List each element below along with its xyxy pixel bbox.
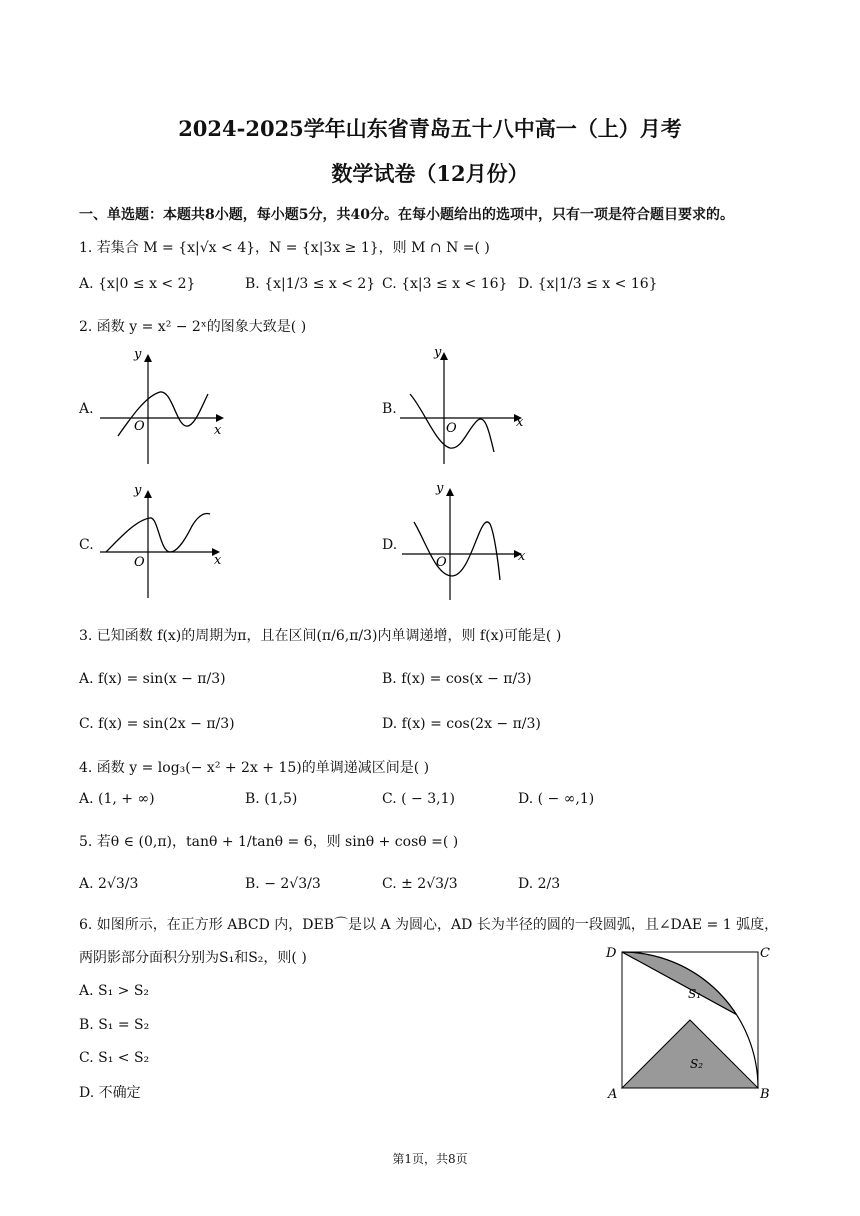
label-b: B: [760, 1087, 770, 1102]
question-2-stem: 2. 函数 y = x² − 2ˣ的图象大致是( ): [79, 319, 307, 335]
title-line-1: 2024-2025学年山东省青岛五十八中高一（上）月考: [178, 116, 682, 141]
question-3-option-b: B. f(x) = cos(x − π/3): [382, 671, 532, 687]
square-figure: [600, 940, 790, 1105]
label-c: C: [760, 946, 770, 961]
graph-a-y-label: y: [134, 347, 142, 362]
label-s1: S₁: [688, 987, 702, 1001]
question-6-option-c: C. S₁ < S₂: [79, 1050, 150, 1066]
graph-d: [396, 480, 536, 605]
graph-b-y-label: y: [434, 345, 442, 360]
question-4-option-a: A. (1, + ∞): [79, 791, 155, 807]
question-2-option-a: A.: [79, 401, 94, 417]
question-3-option-a: A. f(x) = sin(x − π/3): [79, 671, 226, 687]
graph-a-origin-label: O: [134, 419, 145, 434]
title-line-2: 数学试卷（12月份）: [331, 161, 529, 186]
graph-c-origin-label: O: [134, 555, 145, 570]
graph-d-origin-label: O: [436, 555, 447, 570]
page-footer: 第1页，共8页: [392, 1152, 468, 1166]
question-1-option-b: B. {x|1/3 ≤ x < 2}: [245, 276, 376, 292]
graph-a-x-label: x: [214, 423, 222, 438]
question-4-option-b: B. (1,5): [245, 791, 298, 807]
graph-b-origin-label: O: [446, 421, 457, 436]
question-5-option-a: A. 2√3/3: [79, 876, 139, 892]
section-heading: 一、单选题：本题共8小题，每小题5分，共40分。在每小题给出的选项中，只有一项是符合题目要求的。: [79, 207, 734, 223]
question-5-option-c: C. ± 2√3/3: [382, 876, 458, 892]
label-s2: S₂: [690, 1057, 704, 1071]
question-5-option-b: B. − 2√3/3: [245, 876, 321, 892]
question-6-option-d: D. 不确定: [79, 1085, 141, 1101]
graph-c-y-label: y: [134, 483, 142, 498]
question-3-option-d: D. f(x) = cos(2x − π/3): [382, 716, 541, 732]
question-2-option-d: D.: [382, 537, 398, 553]
label-d: D: [606, 946, 617, 961]
shaded-region-s2: [622, 1020, 758, 1088]
question-6-option-b: B. S₁ = S₂: [79, 1017, 150, 1033]
question-1-option-a: A. {x|0 ≤ x < 2}: [79, 276, 196, 292]
graph-b-x-label: x: [516, 415, 524, 430]
graph-d-x-label: x: [518, 549, 526, 564]
question-1-option-d: D. {x|1/3 ≤ x < 16}: [518, 276, 658, 292]
question-3-stem: 3. 已知函数 f(x)的周期为π，且在区间(π/6,π/3)内单调递增，则 f(x)可能是( ): [79, 628, 562, 644]
question-6-option-a: A. S₁ > S₂: [79, 983, 150, 999]
question-4-option-c: C. ( − 3,1): [382, 791, 455, 807]
label-a: A: [608, 1087, 618, 1102]
question-4-stem: 4. 函数 y = log₃(− x² + 2x + 15)的单调递减区间是( ): [79, 760, 430, 776]
question-5-stem: 5. 若θ ∈ (0,π)，tanθ + 1/tanθ = 6，则 sinθ + cosθ =( ): [79, 834, 459, 850]
graph-b: [396, 344, 536, 469]
question-2-option-b: B.: [382, 401, 397, 417]
question-1-option-c: C. {x|3 ≤ x < 16}: [382, 276, 508, 292]
question-6-stem-line-2: 两阴影部分面积分别为S₁和S₂，则( ): [79, 950, 307, 966]
graph-a: [96, 344, 236, 469]
question-2-option-c: C.: [79, 537, 94, 553]
graph-d-y-label: y: [436, 481, 444, 496]
question-6-stem-line-1: 6. 如图所示，在正方形 ABCD 内，DEB⌒是以 A 为圆心，AD 长为半径的圆的一段圆弧，且∠DAE = 1 弧度，: [79, 917, 779, 933]
question-4-option-d: D. ( − ∞,1): [518, 791, 595, 807]
graph-c-x-label: x: [214, 553, 222, 568]
question-3-option-c: C. f(x) = sin(2x − π/3): [79, 716, 235, 732]
graph-c: [96, 480, 236, 605]
question-1-stem: 1. 若集合 M = {x|√x < 4}，N = {x|3x ≥ 1}，则 M ∩ N =( ): [79, 240, 490, 256]
question-5-option-d: D. 2/3: [518, 876, 561, 892]
